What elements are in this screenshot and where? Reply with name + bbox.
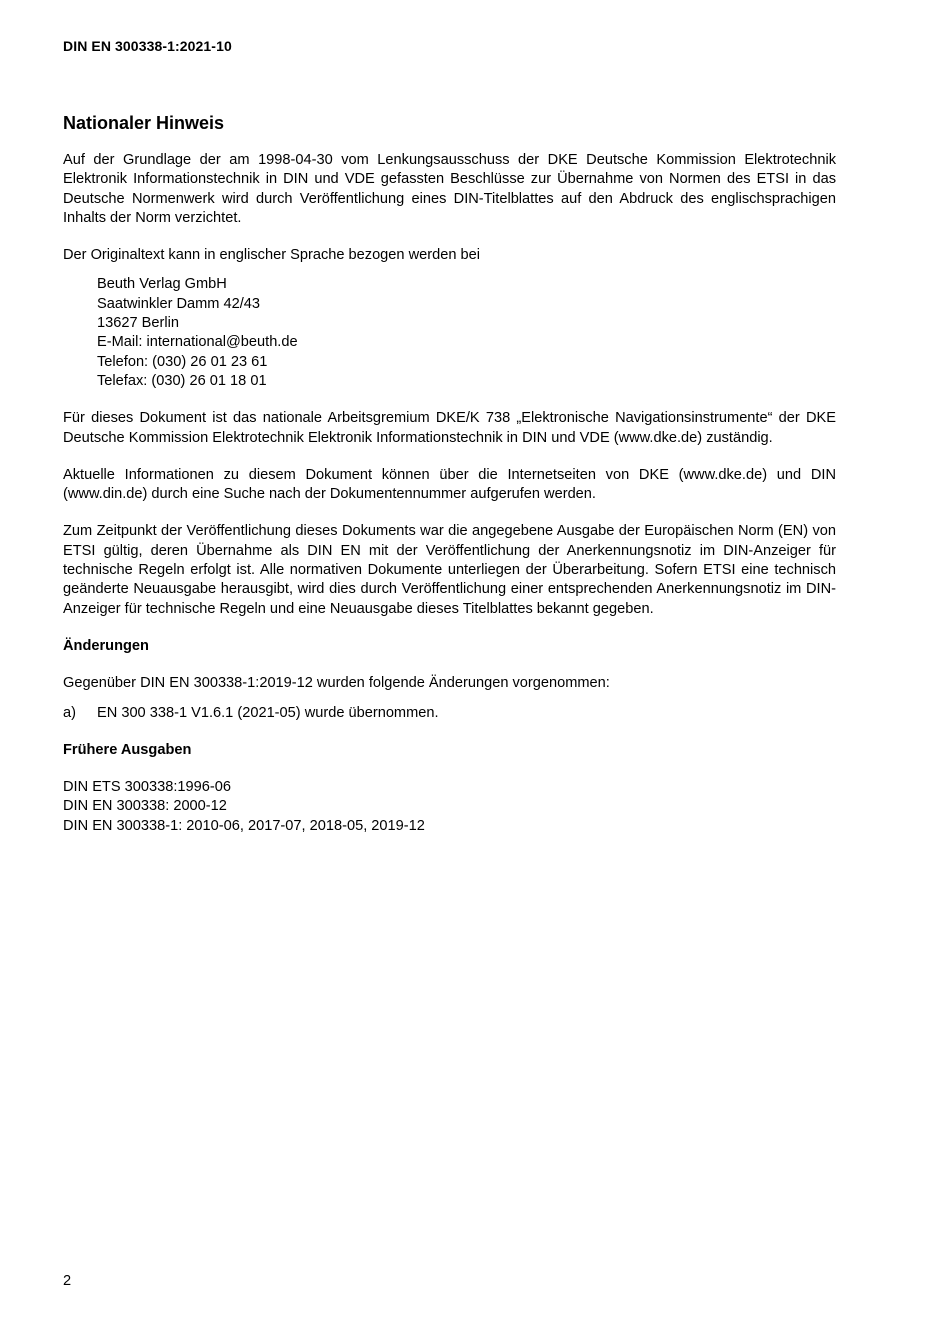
previous-editions-list [63, 778, 836, 836]
edition-line: DIN EN 300338-1: 2010-06, 2017-07, 2018-05, 2019-12 [63, 817, 425, 834]
address-company: Beuth Verlag GmbH [97, 276, 227, 293]
changes-intro: Gegenüber DIN EN 300338-1:2019-12 wurden folgende Änderungen vorgenommen: [63, 675, 610, 692]
page-content [63, 111, 836, 836]
address-email: E-Mail: international@beuth.de [97, 334, 298, 351]
list-item-text: EN 300 338-1 V1.6.1 (2021-05) wurde übernommen. [97, 704, 439, 721]
source-paragraph: Der Originaltext kann in englischer Sprache bezogen werden bei [63, 247, 480, 264]
address-city: 13627 Berlin [97, 315, 179, 332]
list-item [63, 704, 836, 723]
section-title: Nationaler Hinweis [63, 113, 225, 133]
page-number: 2 [63, 1273, 72, 1289]
validity-paragraph: Zum Zeitpunkt der Veröffentlichung dieses Dokuments war die angegebene Ausgabe der Europäischen Norm (EN) von ETSI gültig, deren Übernahme als DIN EN mit der Veröffentlichung der Anerkennungsnotiz im DIN-Anzeiger für technische Regeln erfolgt ist. Alle normativen Dokumente unterliegen der Überarbeitung. Sofern ETSI eine technisch geänderte Neuausgabe herausgibt, wird dies durch Veröffentlichung einer entsprechenden Anerkennungsnotiz im DIN-Anzeiger für technische Regeln und eine Neuausgabe dieses Titelblattes bekannt gegeben. [63, 523, 836, 617]
edition-line: DIN ETS 300338:1996-06 [63, 779, 231, 796]
address-street: Saatwinkler Damm 42/43 [97, 295, 261, 312]
info-paragraph: Aktuelle Informationen zu diesem Dokument können über die Internetseiten von DKE (www.dke.de) und DIN (www.din.de) durch eine Suche nach der Dokumentennummer aufgerufen werden. [63, 466, 836, 503]
committee-paragraph: Für dieses Dokument ist das nationale Arbeitsgremium DKE/K 738 „Elektronische Navigationsinstrumente“ der DKE Deutsche Kommission Elektrotechnik Elektronik Informationstechnik in DIN und VDE (www.dke.de) zuständig. [63, 410, 836, 446]
list-marker: a) [63, 704, 76, 721]
edition-line: DIN EN 300338: 2000-12 [63, 798, 227, 815]
publisher-address [97, 275, 836, 391]
changes-heading: Änderungen [63, 637, 149, 654]
previous-editions-heading: Frühere Ausgaben [63, 741, 192, 758]
intro-paragraph: Auf der Grundlage der am 1998-04-30 vom Lenkungsausschuss der DKE Deutsche Kommission Elektrotechnik Elektronik Informationstechnik in DIN und VDE gefassten Beschlüsse zur Übernahme von Normen des ETSI in das Deutsche Normenwerk wird durch Veröffentlichung eines DIN-Titelblattes auf den Abdruck des englischsprachigen Inhalts der Norm verzichtet. [63, 152, 836, 226]
address-fax: Telefax: (030) 26 01 18 01 [97, 372, 267, 389]
document-id-header: DIN EN 300338-1:2021-10 [63, 38, 232, 54]
address-phone: Telefon: (030) 26 01 23 61 [97, 353, 268, 370]
